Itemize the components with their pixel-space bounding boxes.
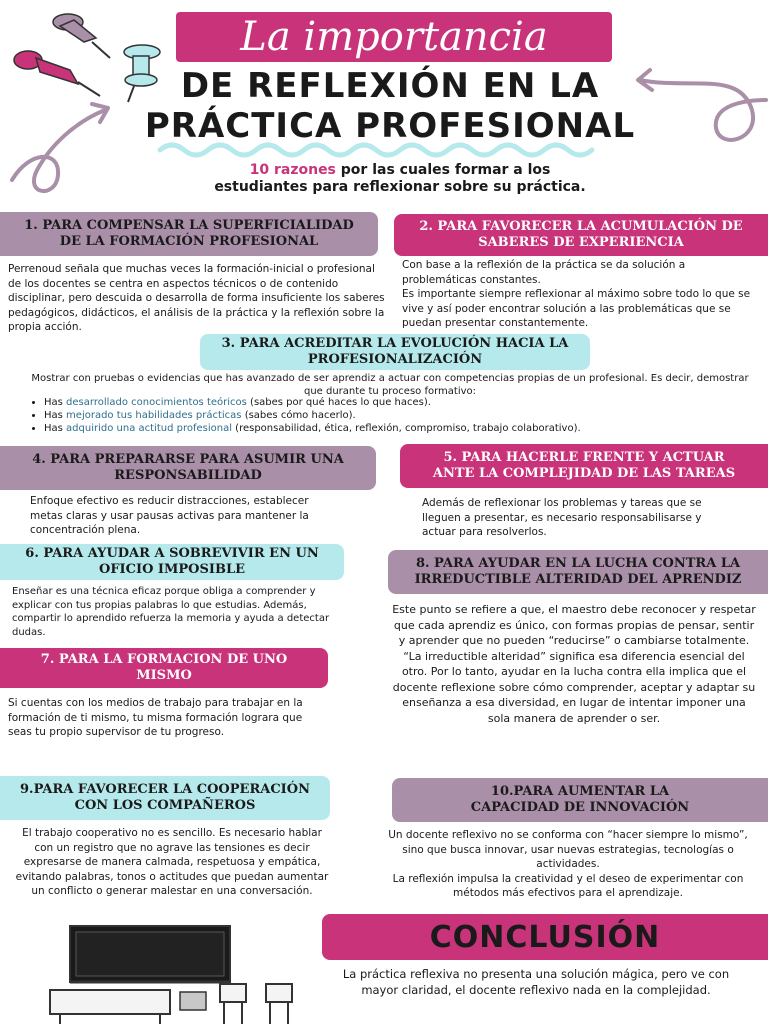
list-item: • Has desarrollado conocimientos teóricos (sabes por qué haces lo que haces). (44, 396, 764, 409)
reason-5-body: Además de reflexionar los problemas y tareas que se lleguen a presentar, es necesario responsabilisarse y actuar para resolverlos. (422, 497, 702, 538)
curly-arrow-icon (12, 110, 105, 191)
reason-8-title: 8. PARA AYUDAR EN LA LUCHA CONTRA LA IRREDUCTIBLE ALTERIDAD DEL APRENDIZ (388, 550, 768, 594)
subtitle-line2: estudiantes para reflexionar sobre su práctica. (214, 179, 586, 195)
curly-arrow-icon (640, 80, 766, 140)
reason-10-body: Un docente reflexivo no se conforma con “hacer siempre lo mismo”, sino que busca innovar, usar nuevas estrategias, tecnologías o actividades. La reflexión impulsa la creatividad y el deseo de experimentar con métodos más efectivos para el aprendizaje. (388, 829, 748, 899)
reason-3-bullets (0, 396, 764, 435)
script-title: La importancia (240, 14, 548, 60)
reason-6-title: 6. PARA AYUDAR A SOBREVIVIR EN UN OFICIO IMPOSIBLE (0, 544, 344, 580)
list-item: • Has mejorado tus habilidades prácticas (sabes cómo hacerlo). (44, 409, 764, 422)
reason-4-body: Enfoque efectivo es reducir distracciones, establecer metas claras y usar pausas activas para mantener la concentración plena. (30, 495, 309, 536)
reason-8-body: Este punto se refiere a que, el maestro debe reconocer y respetar que cada aprendiz es único, con formas propias de pensar, sentir y aprender que no pueden “reducirse” o cambiarse totalmente. “La irreductible alteridad” significa esa diferencia esencial del otro. Por lo tanto, ayudar en la lucha contra ella implica que el docente reflexione sobre cómo comprender, aceptar y adaptar su enseñanza a esa diversidad, en lugar de intentar imponer una sola manera de aprender o ser. (392, 603, 756, 725)
reason-1-body: Perrenoud señala que muchas veces la formación-inicial o profesional de los docentes se centra en aspectos técnicos o de contenido disciplinar, pero descuida o desarrolla de forma insuficiente los saberes pedagógicos, didácticos, el análisis de la práctica y la reflexión sobre la propia acción. (8, 263, 385, 333)
conclusion-banner (322, 914, 768, 960)
subtitle-rest: por las cuales formar a los (335, 162, 551, 178)
reason-2-body: Con base a la reflexión de la práctica se da solución a problemáticas constantes. Es importante siempre reflexionar al máximo sobre todo lo que se vive y así poder encontrar solución a las problemáticas que se puedan presentar constantemente. (402, 259, 751, 329)
reason-5-title: 5. PARA HACERLE FRENTE Y ACTUAR ANTE LA COMPLEJIDAD DE LAS TAREAS (400, 444, 768, 488)
main-title (130, 66, 650, 146)
main-title-line1: DE REFLEXIÓN EN LA (180, 66, 600, 106)
reason-6-body: Enseñar es una técnica eficaz porque obliga a comprender y explicar con tus propias palabras lo que estudias. Además, compartir lo aprendido refuerza la memoria y ayuda a detectar dudas. (12, 586, 330, 638)
reason-3-title: 3. PARA ACREDITAR LA EVOLUCIÓN HACIA LA PROFESIONALIZACIÓN (200, 334, 590, 370)
subtitle-accent: 10 razones (249, 162, 336, 178)
conclusion-body: La práctica reflexiva no presenta una solución mágica, pero ve con mayor claridad, el docente reflexivo nada en la complejidad. (342, 967, 730, 997)
reason-7-body: Si cuentas con los medios de trabajo para trabajar en la formación de ti mismo, tu misma formación lograra que seas tu propio supervisor de tu progreso. (8, 697, 303, 738)
conclusion-title: CONCLUSIÓN (429, 919, 661, 955)
reason-1-title: 1. PARA COMPENSAR LA SUPERFICIALIDAD DE LA FORMACIÓN PROFESIONAL (0, 212, 378, 256)
pushpin-icon (14, 51, 100, 96)
reason-9-title: 9.PARA FAVORECER LA COOPERACIÓN CON LOS COMPAÑEROS (0, 776, 330, 820)
script-title-banner (176, 12, 612, 62)
reason-9-body: El trabajo cooperativo no es sencillo. Es necesario hablar con un registro que no agrave las tensiones es decir expresarse de manera calmada, respetuosa y empática, evitando palabras, tonos o actitudes que puedan aumentar un conflicto o generar malestar en una conversación. (15, 827, 329, 897)
reason-7-title: 7. PARA LA FORMACION DE UNO MISMO (0, 648, 328, 688)
reason-2-title: 2. PARA FAVORECER LA ACUMULACIÓN DE SABERES DE EXPERIENCIA (394, 214, 768, 256)
subtitle (100, 162, 700, 196)
main-title-line2: PRÁCTICA PROFESIONAL (144, 106, 636, 146)
wavy-divider (160, 145, 592, 155)
reason-10-title: 10.PARA AUMENTAR LA CAPACIDAD DE INNOVACIÓN (392, 778, 768, 822)
reason-4-title: 4. PARA PREPARARSE PARA ASUMIR UNA RESPONSABILIDAD (0, 446, 376, 490)
reason-3-intro: Mostrar con pruebas o evidencias que has avanzado de ser aprendiz a actuar con competencias propias de un profesional. Es decir, demostrar que durante tu proceso formativo: (31, 373, 749, 397)
list-item: • Has adquirido una actitud profesional (responsabilidad, ética, reflexión, compromiso, trabajo colaborativo). (44, 422, 764, 435)
classroom-illustration (40, 918, 310, 1024)
pushpin-icon (53, 14, 110, 58)
